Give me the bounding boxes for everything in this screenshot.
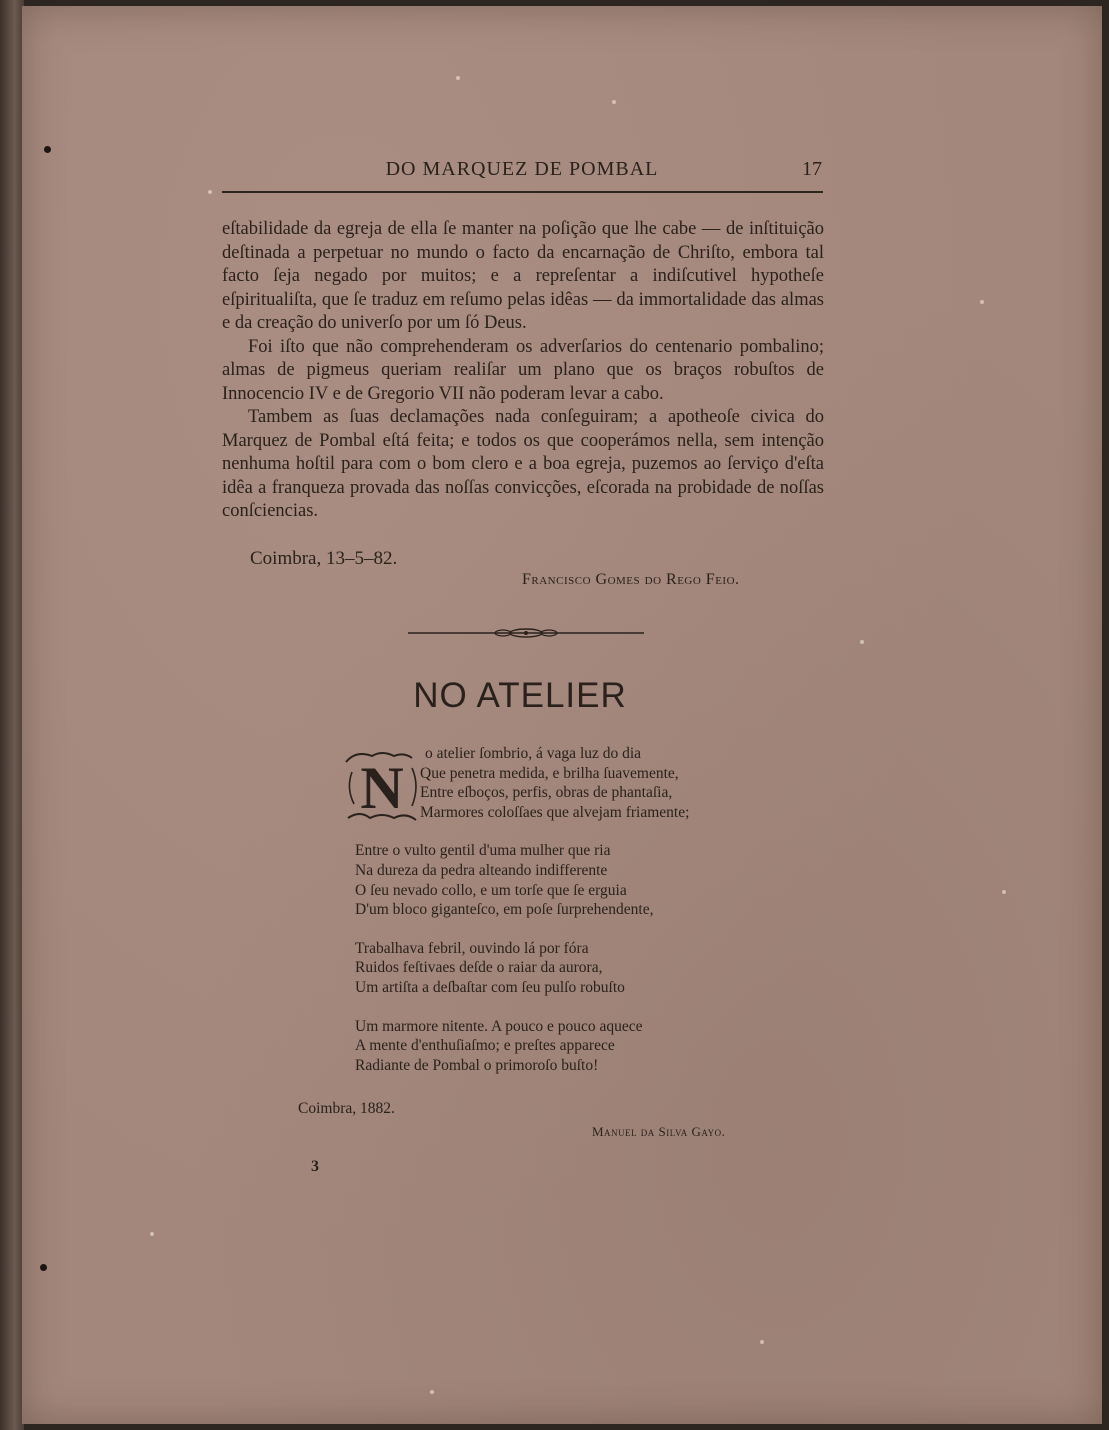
ornamental-divider: [408, 626, 644, 640]
poem-body: [355, 744, 775, 1094]
paper-speck: [208, 190, 212, 194]
running-head-title: DO MARQUEZ DE POMBAL: [385, 158, 659, 180]
poem-line: Entre o vulto gentil d'uma mulher que ria: [355, 842, 611, 860]
binding-hole: [40, 1264, 47, 1271]
poem-line: Na dureza da pedra alteando indifferente: [355, 861, 608, 879]
poem-line: Radiante de Pombal o primoroſo buſto!: [355, 1056, 599, 1074]
poem-line: O ſeu nevado collo, e um torſe que ſe erguia: [355, 881, 627, 899]
article-paragraph: Tambem as ſuas declamações nada conſeguiram; a apotheoſe civica do Marquez de Pombal eſtá feita; e todos os que cooperámos nella, sem intenção nenhuma hoſtil para com o bom clero e a boa egreja, puzemos ao ſerviço d'eſta idêa a franqueza provada das noſſas convicções, eſcorada na probidade de noſſas conſciencias.: [222, 407, 824, 521]
paper-speck: [150, 1232, 154, 1236]
poem-title: NO ATELIER: [413, 676, 627, 715]
article-paragraph: eſtabilidade da egreja de ella ſe manter na poſição que lhe cabe — de inſtituição deſtinada a perpetuar no mundo o facto da encarnação de Chriſto, embora tal facto ſeja negado por muitos; e a repreſentar a indiſcutivel hypotheſe eſpiritualiſta, que ſe traduz em reſumo pelas idêas — da immortalidade das almas e da creação do univerſo por um ſó Deus.: [222, 219, 824, 333]
poem-line: D'um bloco giganteſco, em poſe ſurprehendente,: [355, 901, 654, 919]
poem-line: Marmores coloſſaes que alvejam friamente;: [420, 803, 690, 821]
poem-line: o atelier ſombrio, á vaga luz do dia: [425, 745, 642, 762]
poem-line: Ruidos feſtivaes deſde o raiar da aurora,: [355, 959, 603, 977]
article-place-date: Coimbra, 13–5–82.: [250, 548, 398, 569]
poem-line: Trabalhava febril, ouvindo lá por fóra: [355, 939, 589, 957]
poem-stanza: [355, 744, 775, 822]
book-binding: [0, 0, 24, 1430]
paper-speck: [612, 100, 616, 104]
poem-place-date: Coimbra, 1882.: [298, 1100, 395, 1117]
binding-hole: [44, 146, 51, 153]
drop-cap-text: N: [360, 755, 404, 821]
signature-mark: 3: [311, 1158, 319, 1175]
paper-speck: [760, 1340, 764, 1344]
poem-line: Que penetra medida, e brilha ſuavemente,: [420, 764, 679, 782]
poem-stanza: [355, 1017, 775, 1076]
running-header: [222, 158, 822, 186]
header-rule: [222, 191, 823, 193]
paper-speck: [1002, 890, 1006, 894]
poem-line: Um artiſta a deſbaſtar com ſeu pulſo robuſto: [355, 978, 625, 996]
page-number: 17: [802, 158, 822, 180]
poem-author: Manuel da Silva Gayo.: [592, 1124, 726, 1139]
paper-speck: [456, 76, 460, 80]
paper-speck: [980, 300, 984, 304]
paper-speck: [430, 1390, 434, 1394]
paper-speck: [860, 640, 864, 644]
poem-stanza: [355, 841, 775, 919]
poem-line: Entre eſboços, perfis, obras de phantaſia,: [420, 784, 673, 802]
article-author: Francisco Gomes do Rego Feio.: [522, 571, 740, 588]
article-paragraph: Foi iſto que não comprehenderam os adverſarios do centenario pombalino; almas de pigmeus queriam realiſar um plano que os braços robuſtos de Innocencio IV e de Gregorio VII não poderam levar a cabo.: [222, 336, 824, 404]
poem-line: A mente d'enthuſiaſmo; e preſtes apparece: [355, 1037, 615, 1055]
poem-stanza: [355, 939, 775, 998]
article-body: [222, 218, 824, 524]
poem-line: Um marmore nitente. A pouco e pouco aquece: [355, 1017, 643, 1035]
